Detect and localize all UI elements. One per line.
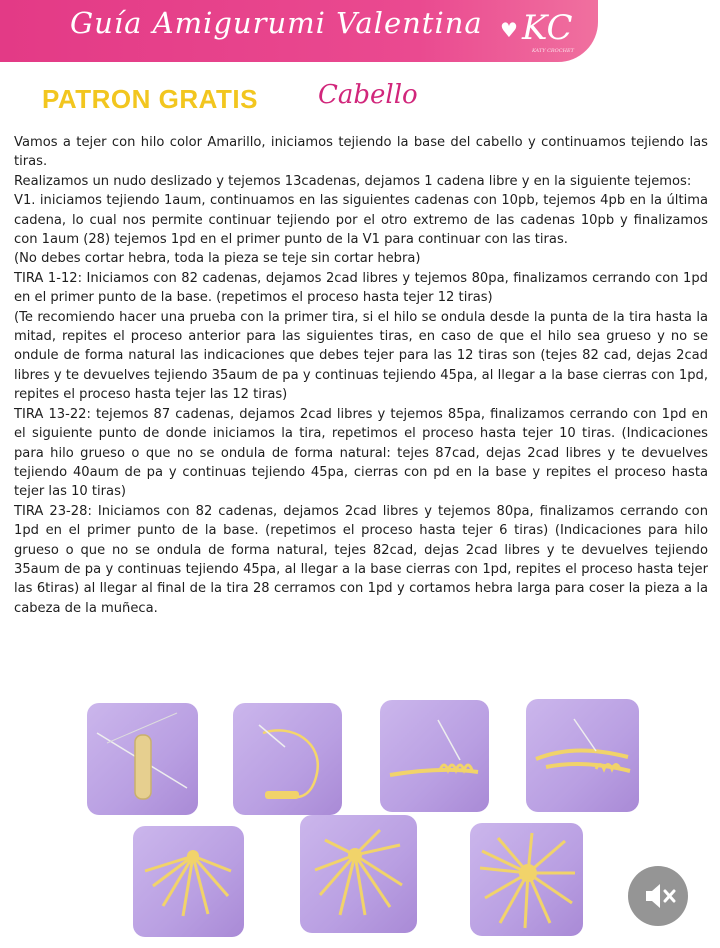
logo-mark: KC [522,8,573,48]
section-heading: Cabello [318,80,418,110]
speaker-muted-icon [628,866,688,926]
paragraph-tira-1-12: TIRA 1-12: Iniciamos con 82 cadenas, dejamos 2cad libres y tejemos 80pa, finalizamos cerrando con 1pd en el primer punto de la base. (repetimos el proceso hasta tejer 12 tiras) [14,270,708,306]
brand-logo [500,8,586,54]
pattern-heading: PATRON GRATIS [42,84,258,114]
step-photo-5 [133,826,244,937]
step-photo-6 [300,815,417,933]
paragraph-v1: V1. iniciamos tejiendo 1aum, continuamos en las siguientes cadenas con 10pb, tejemos 4pb en la última cadena, lo cual nos permite continuar tejiendo por el otro extremo de las cadenas 10pb y finalizamos con 1aum (28) tejemos 1pd en el primer punto de la V1 para continuar con las tiras. [14,193,708,248]
mute-button[interactable] [628,866,688,926]
heart-icon: ♥ [500,18,518,42]
step-photo-4 [526,699,639,812]
guide-title: Guía Amigurumi Valentina [70,6,483,40]
step-photo-2 [233,703,342,815]
header-banner [0,0,598,62]
instructions [14,133,708,618]
paragraph-note: (No debes cortar hebra, toda la pieza se teje sin cortar hebra) [14,251,421,267]
step-photo-1 [87,703,198,815]
paragraph-tira-13-22: TIRA 13-22: tejemos 87 cadenas, dejamos 2cad libres y tejemos 85pa, finalizamos cerrando con 1pd en el siguiente punto de donde iniciamos la tira, repetimos el proceso hasta tejer 10 tiras. (Indicaciones para hilo grueso o que no se ondula de forma natural: tejes 87cad, dejas 2cad libres y te devuelves tejiendo 40aum de pa y continuas tejiendo 45pa, cierras con pd en la base y repites el proceso hasta tejer las 10 tiras) [14,406,708,500]
paragraph-start: Realizamos un nudo deslizado y tejemos 13cadenas, dejamos 1 cadena libre y en la siguiente tejemos: [14,173,692,189]
paragraph-tira-23-28: TIRA 23-28: Iniciamos con 82 cadenas, dejamos 2cad libres y tejemos 80pa, finalizamos cerrando con 1pd en el primer punto de la base. (repetimos el proceso hasta tejer 6 tiras) (Indicaciones para hilo grueso o que no se ondula de forma natural, tejes 82cad, dejas 2cad libres y te devuelves tejiendo 35aum de pa y continuas tejiendo 45pa, al llegar a la base cierras con 1pd, repites el proceso hasta tejer las 6tiras) al llegar al final de la tira 28 cerramos con 1pd y cortamos hebra larga para coser la pieza a la cabeza de la muñeca. [14,503,708,616]
logo-subtext: KATY CROCHET [532,48,574,54]
step-photo-3 [380,700,489,812]
paragraph-recommendation: (Te recomiendo hacer una prueba con la primer tira, si el hilo se ondula desde la punta de la tira hasta la mitad, repites el proceso anterior para las siguientes tiras, en caso de que el hilo sea grueso y no se ondule de forma natural las indicaciones que debes tejer para las 12 tiras son (tejes 82 cad, dejas 2cad libres y te devuelves tejiendo 35aum de pa y continuas tejiendo 45pa, al llegar a la base cierras con 1pd, repites el proceso hasta tejer las 12 tiras) [14,309,708,403]
paragraph-intro: Vamos a tejer con hilo color Amarillo, iniciamos tejiendo la base del cabello y continuamos tejiendo las tiras. [14,135,708,170]
step-photo-7 [470,823,583,936]
